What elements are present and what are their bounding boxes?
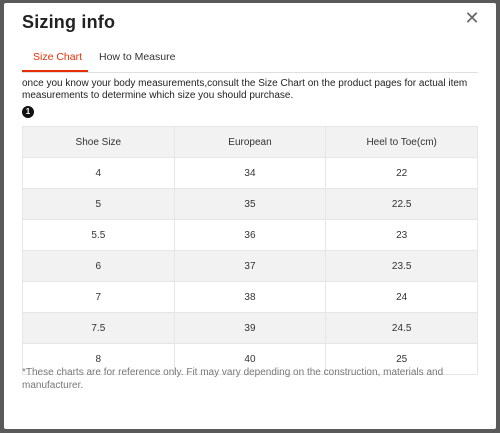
tab-how-to-measure[interactable]: How to Measure [99,51,176,63]
close-icon[interactable]: ✕ [464,8,480,28]
table-cell: 6 [23,251,175,282]
reference-note: *These charts are for reference only. Fit may vary depending on the construction, materials and manufacturer. [22,367,444,391]
column-header-european: European [174,127,326,158]
column-header-heel-to-toe: Heel to Toe(cm) [326,127,478,158]
table-row [23,313,478,344]
sizing-info-modal [4,3,496,429]
table-row [23,282,478,313]
table-row [23,189,478,220]
table-cell: 4 [23,158,175,189]
table-row [23,220,478,251]
tab-size-chart[interactable]: Size Chart [22,45,88,72]
table-cell: 36 [174,220,326,251]
table-row [23,158,478,189]
table-cell: 5 [23,189,175,220]
table-cell: 40 [174,344,326,375]
table-row [23,251,478,282]
table-cell: 34 [174,158,326,189]
table-cell: 35 [174,189,326,220]
table-cell: 5.5 [23,220,175,251]
table-cell: 37 [174,251,326,282]
table-cell: 22 [326,158,478,189]
table-cell: 23.5 [326,251,478,282]
column-header-shoe-size: Shoe Size [23,127,175,158]
table-cell: 8 [23,344,175,375]
tab-bar [22,45,478,73]
table-cell: 7.5 [23,313,175,344]
step-number-badge: 1 [22,106,34,118]
table-cell: 38 [174,282,326,313]
table-cell: 7 [23,282,175,313]
size-chart-table [22,126,478,375]
table-cell: 23 [326,220,478,251]
table-cell: 39 [174,313,326,344]
table-cell: 25 [326,344,478,375]
table-cell: 24.5 [326,313,478,344]
table-cell: 22.5 [326,189,478,220]
table-cell: 24 [326,282,478,313]
table-header-row [23,127,478,158]
description-text: once you know your body measurements,consult the Size Chart on the product pages for actual item measurements to determine which size you should purchase. [22,78,468,101]
modal-title: Sizing info [22,12,116,32]
